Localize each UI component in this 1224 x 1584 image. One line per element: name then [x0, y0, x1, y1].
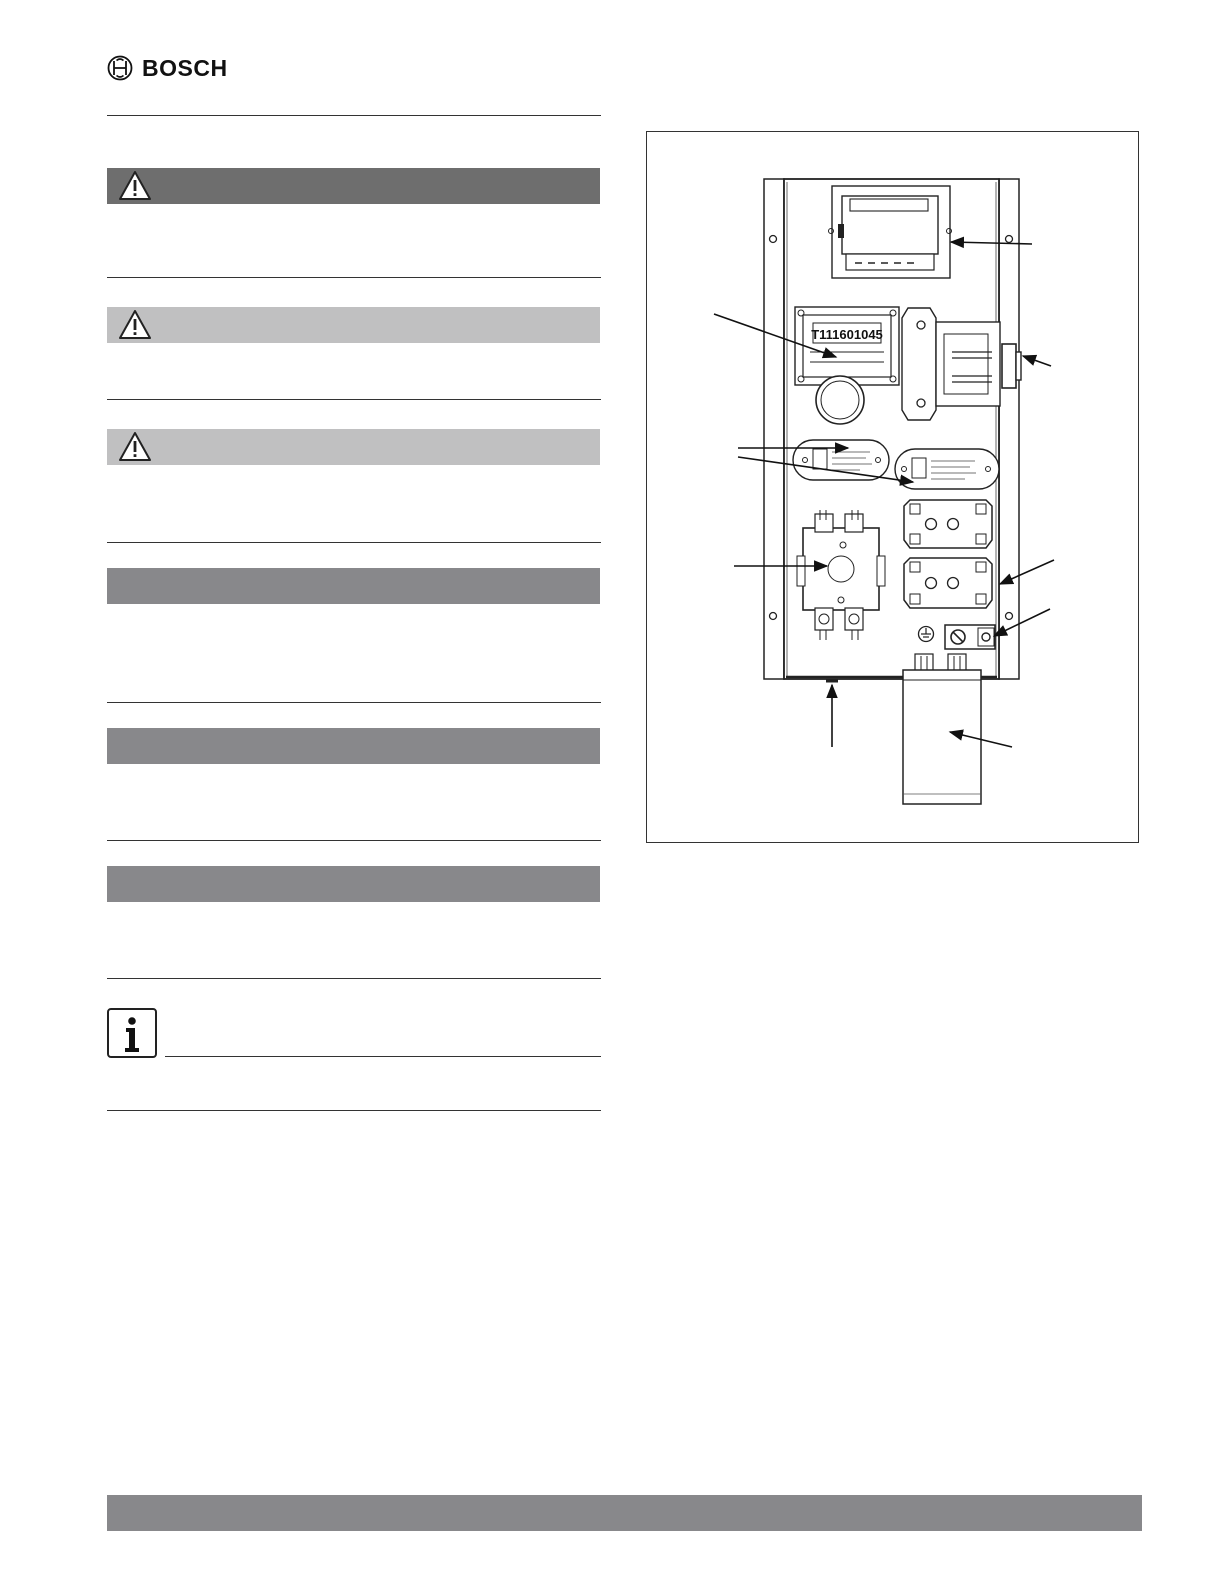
- bosch-logo: [107, 54, 228, 82]
- warning-bar-3: [107, 429, 600, 465]
- right-flange: [999, 179, 1019, 679]
- strain-relief: [1002, 344, 1016, 388]
- info-icon: [107, 1008, 157, 1058]
- section-rule: [107, 840, 601, 841]
- top-relay: [842, 196, 938, 254]
- section-rule: [107, 277, 601, 278]
- warning-bar-1: [107, 168, 600, 204]
- header-rule: [107, 115, 601, 116]
- side-bracket: [902, 308, 936, 420]
- section-rule: [107, 702, 601, 703]
- footer-bar: [107, 1495, 1142, 1531]
- info-rule: [165, 1056, 601, 1057]
- brand-name: BOSCH: [142, 54, 228, 81]
- connector-body: [936, 322, 1000, 406]
- notice-bar-1: [107, 568, 600, 604]
- knockout-hole: [816, 376, 864, 424]
- warning-triangle-icon: [118, 431, 152, 463]
- bosch-armature-icon: [107, 55, 133, 81]
- notice-bar-2: [107, 728, 600, 764]
- section-rule: [107, 542, 601, 543]
- warning-bar-2: [107, 307, 600, 343]
- contactor: [803, 528, 879, 610]
- section-rule: [107, 399, 601, 400]
- warning-triangle-icon: [118, 309, 152, 341]
- section-rule: [107, 978, 601, 979]
- capsule-relay-2: [895, 449, 999, 489]
- section-rule: [107, 1110, 601, 1111]
- callout-arrow: [1023, 356, 1051, 366]
- warning-triangle-icon: [118, 170, 152, 202]
- transformer-label: T111601045: [811, 327, 883, 342]
- control-box-diagram: [646, 131, 1140, 844]
- left-flange: [764, 179, 784, 679]
- notice-bar-3: [107, 866, 600, 902]
- ground-icon: [919, 627, 934, 642]
